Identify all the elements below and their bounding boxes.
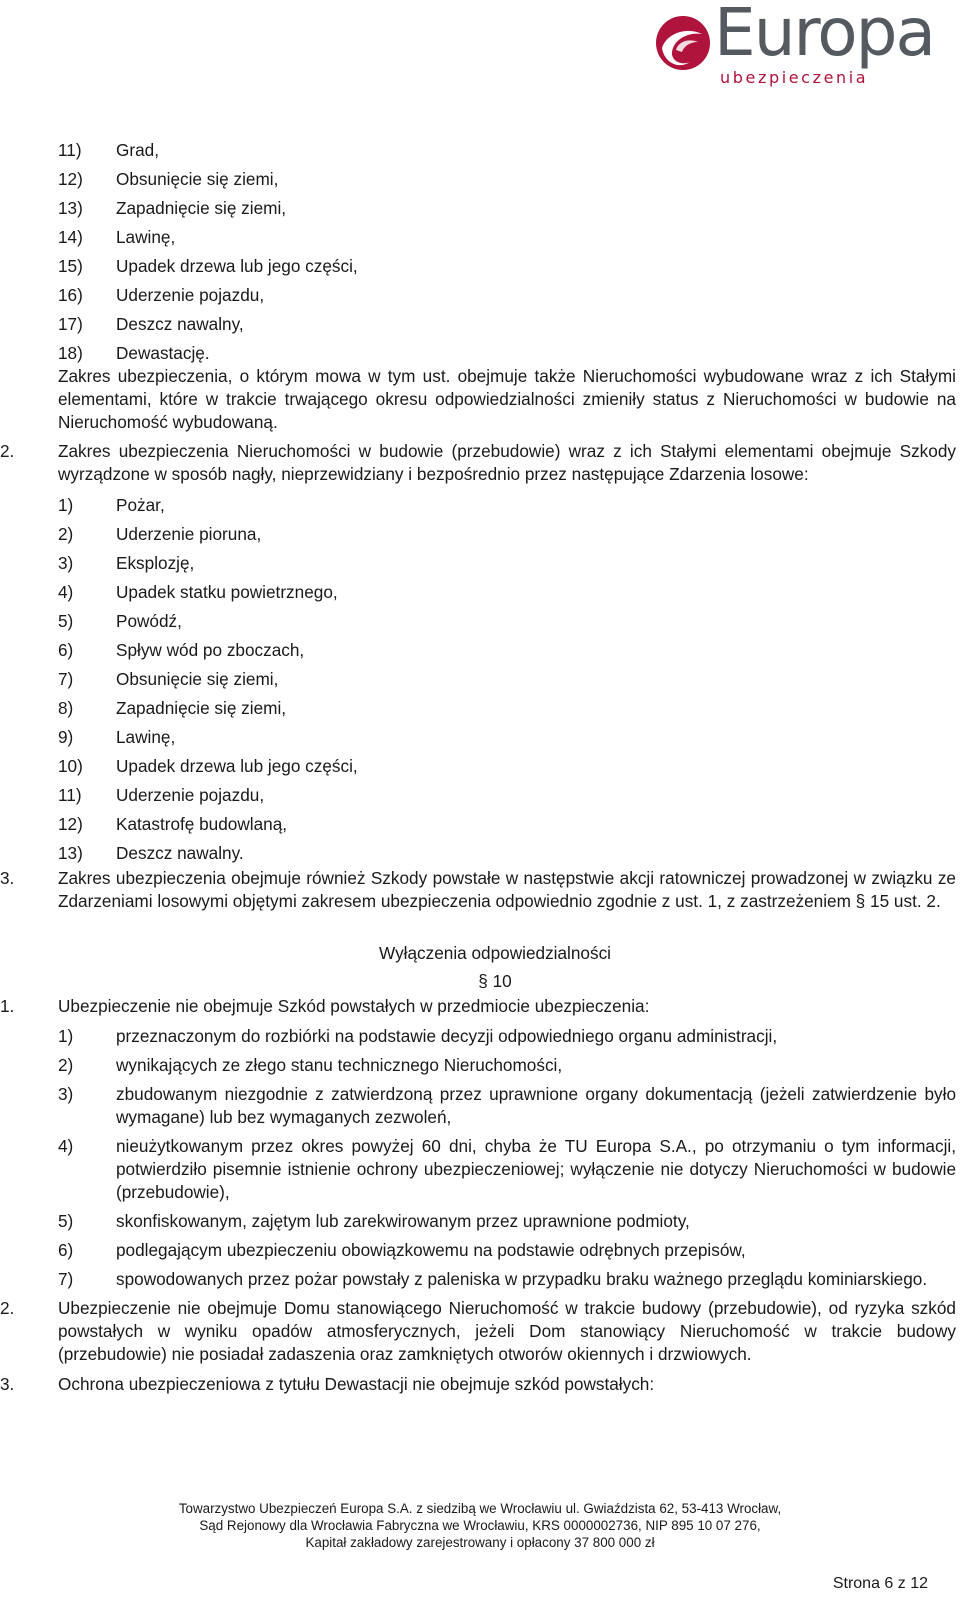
list-item: 15) Upadek drzewa lub jego części, <box>58 256 358 276</box>
footer-line: Sąd Rejonowy dla Wrocławia Fabryczna we Wrocławiu, KRS 0000002736, NIP 895 10 07 276, <box>199 1518 761 1533</box>
page-footer <box>0 1500 960 1551</box>
paragraph-10-1: 1. Ubezpieczenie nie obejmuje Szkód powstałych w przedmiocie ubezpieczenia: <box>0 996 650 1016</box>
list-a <box>0 138 960 365</box>
section-number: § 10 <box>478 971 512 991</box>
logo-subtitle: ubezpieczenia <box>720 68 869 87</box>
paragraph-10-2: 2. Ubezpieczenie nie obejmuje Domu stanowiącego Nieruchomość w trakcie budowy (przebudowie), od ryzyka szkód powstałych w wyniku opadów atmosferycznych, jeżeli Dom stanowiący Nieruchomość w trakcie budowy (przebudowie) nie posiadał zadaszenia oraz zamkniętych otworów okiennych i drzwiowych. <box>0 1298 956 1364</box>
page-number: Strona 6 z 12 <box>832 1575 928 1592</box>
list-item: 3) Eksplozję, <box>58 553 195 573</box>
list-item: 13) Zapadnięcie się ziemi, <box>58 198 287 218</box>
list-item: 12) Katastrofę budowlaną, <box>58 814 288 834</box>
list-item: 1) Pożar, <box>58 495 165 515</box>
document-body <box>0 138 960 1400</box>
list-item: 16) Uderzenie pojazdu, <box>58 285 265 305</box>
list-item: 12) Obsunięcie się ziemi, <box>58 169 279 189</box>
paragraph-3: 3. Zakres ubezpieczenia obejmuje również Szkody powstałe w następstwie akcji ratowniczej prowadzonej w związku ze Zdarzeniami losowymi objętymi zakresem ubezpieczenia odpowiednio zgodnie z ust. 1, z zastrzeżeniem § 15 ust. 2. <box>0 868 956 911</box>
list-item: 4) Upadek statku powietrznego, <box>58 582 338 602</box>
list-item: 13) Deszcz nawalny. <box>58 843 244 863</box>
list-item: 2) Uderzenie pioruna, <box>58 524 262 544</box>
list-item: 4) nieużytkowanym przez okres powyżej 60 dni, chyba że TU Europa S.A., po otrzymaniu o tym informacji, potwierdziło pisemnie istnienie ochrony ubezpieczeniowej; wyłączenie nie dotyczy Nieruchomości w budowie (przebudowie), <box>58 1136 956 1202</box>
logo-swirl-icon <box>652 12 714 74</box>
logo-wordmark: Europa <box>714 0 934 71</box>
list-item: 3) zbudowanym niezgodnie z zatwierdzoną przez uprawnione organy dokumentacją (jeżeli zatwierdzenie było wymagane) lub bez wymaganych zezwoleń, <box>58 1084 956 1127</box>
list-item: 18) Dewastację. <box>58 343 210 363</box>
list-item: 10) Upadek drzewa lub jego części, <box>58 756 358 776</box>
list-item: 6) podlegającym ubezpieczeniu obowiązkowemu na podstawie odrębnych przepisów, <box>58 1240 746 1260</box>
list-c <box>0 1025 960 1291</box>
list-b <box>0 493 960 865</box>
footer-line: Towarzystwo Ubezpieczeń Europa S.A. z siedzibą we Wrocławiu ul. Gwiaździsta 62, 53-413 Wrocław, <box>178 1501 782 1516</box>
section-heading: Wyłączenia odpowiedzialności <box>379 943 611 963</box>
list-item: 1) przeznaczonym do rozbiórki na podstawie decyzji odpowiedniego organu administracji, <box>58 1026 778 1046</box>
list-item: 9) Lawinę, <box>58 727 176 747</box>
company-logo <box>652 0 952 90</box>
list-item: 11) Uderzenie pojazdu, <box>58 785 265 805</box>
list-item: 17) Deszcz nawalny, <box>58 314 244 334</box>
paragraph-10-3: 3. Ochrona ubezpieczeniowa z tytułu Dewastacji nie obejmuje szkód powstałych: <box>0 1374 655 1394</box>
scope-paragraph: Zakres ubezpieczenia, o którym mowa w tym ust. obejmuje także Nieruchomości wybudowane wraz z ich Stałymi elementami, które w trakcie trwającego okresu odpowiedzialności zmieniły status z Nieruchomości w budowie na Nieruchomość wybudowaną. <box>58 366 956 432</box>
list-item: 11) Grad, <box>58 140 159 160</box>
footer-line: Kapitał zakładowy zarejestrowany i opłacony 37 800 000 zł <box>305 1535 655 1550</box>
paragraph-2: 2. Zakres ubezpieczenia Nieruchomości w budowie (przebudowie) wraz z ich Stałymi elementami obejmuje Szkody wyrządzone w sposób nagły, nieprzewidziany i bezpośrednio przez następujące Zdarzenia losowe: <box>0 441 956 484</box>
list-item: 5) skonfiskowanym, zajętym lub zarekwirowanym przez uprawnione podmioty, <box>58 1211 690 1231</box>
list-item: 8) Zapadnięcie się ziemi, <box>58 698 287 718</box>
list-item: 6) Spływ wód po zboczach, <box>58 640 305 660</box>
list-item: 5) Powódź, <box>58 611 182 631</box>
list-item: 7) spowodowanych przez pożar powstały z paleniska w przypadku braku ważnego przeglądu kominiarskiego. <box>58 1269 928 1289</box>
list-item: 7) Obsunięcie się ziemi, <box>58 669 279 689</box>
list-item: 2) wynikających ze złego stanu technicznego Nieruchomości, <box>58 1055 563 1075</box>
list-item: 14) Lawinę, <box>58 227 176 247</box>
